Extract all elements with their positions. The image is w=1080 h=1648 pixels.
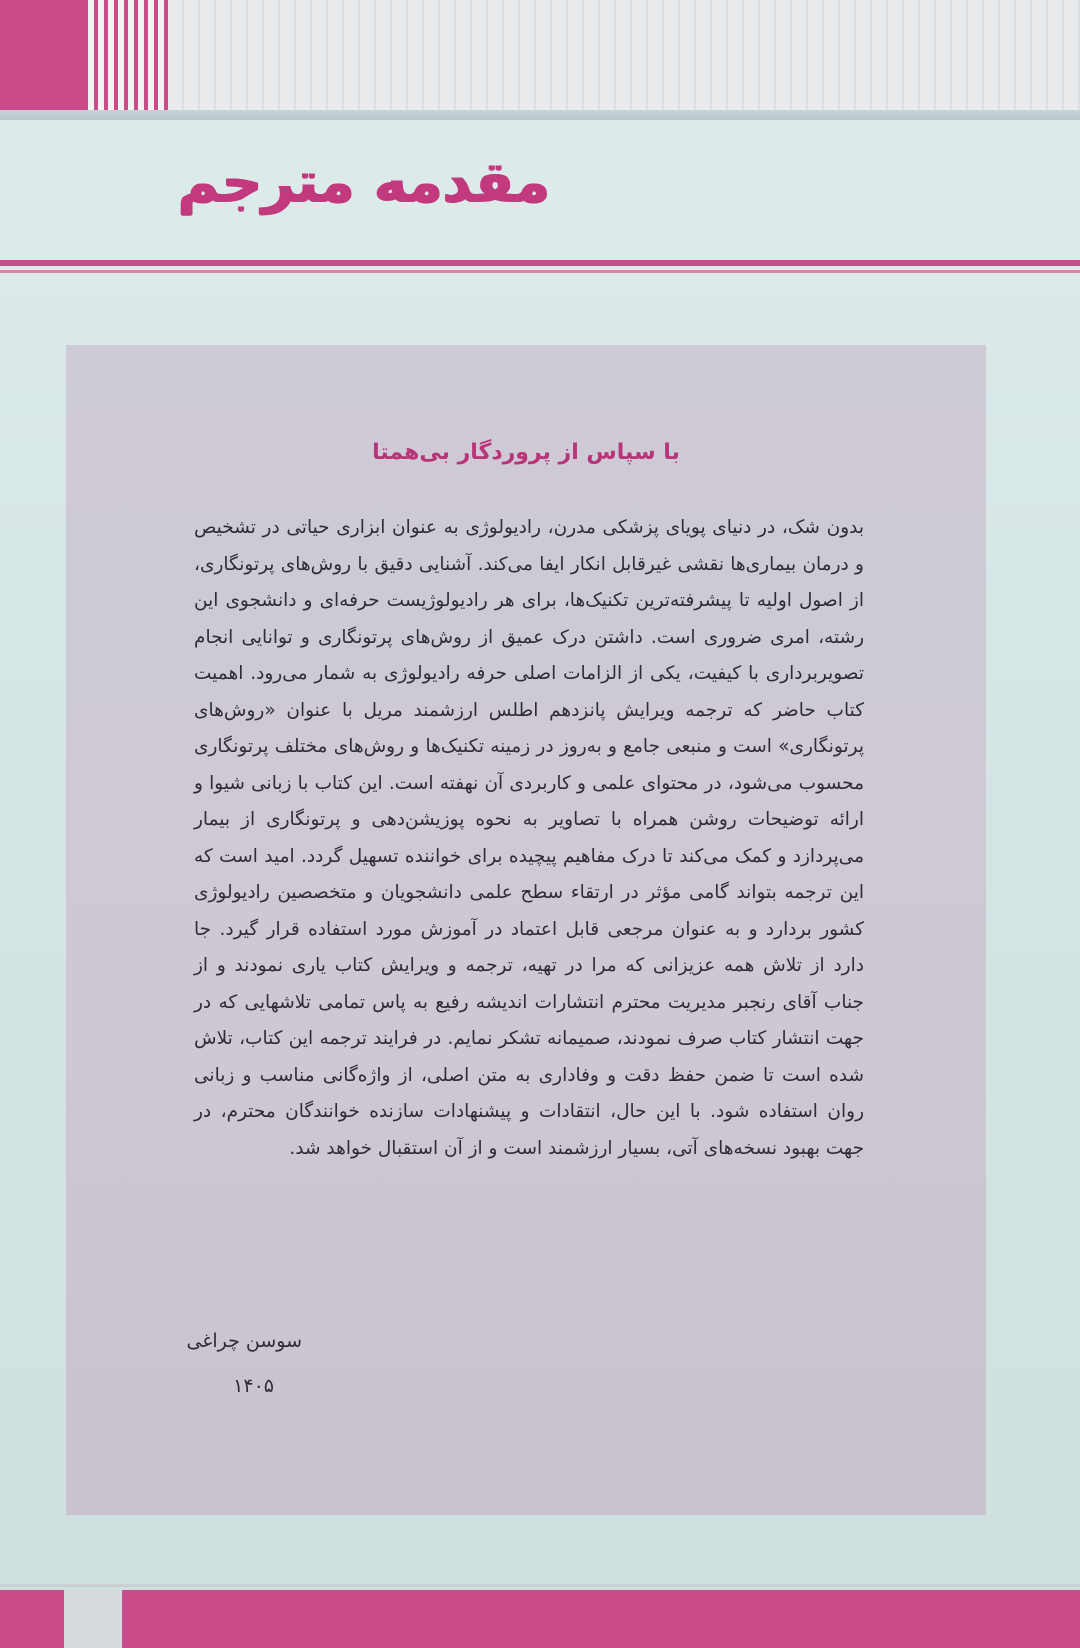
content-panel (66, 345, 986, 1515)
page-title: مقدمه مترجم (177, 150, 550, 215)
panel-heading: با سپاس از پروردگار بی‌همتا (372, 440, 680, 465)
footer-pink-band (122, 1590, 1080, 1648)
footer-rule (0, 1584, 1080, 1587)
top-pink-stripes (84, 0, 168, 112)
footer-pink-left-block (0, 1590, 64, 1648)
header-pink-thin-rule (0, 270, 1080, 273)
top-gray-stripes (168, 0, 1080, 112)
signature-year: ۱۴۰۵ (233, 1375, 274, 1397)
header-top-rule (0, 110, 1080, 120)
panel-body-text: بدون شک، در دنیای پویای پزشکی مدرن، رادیولوژی به عنوان ابزاری حیاتی در تشخیص و درمان بیماری‌ها نقشی غیرقابل انکار ایفا می‌کند. آشنایی دقیق با روش‌های پرتونگاری، از اصول اولیه تا پیشرفته‌ترین تکنیک‌ها، برای هر رادیولوژیست حرفه‌ای و دانشجوی این رشته، امری ضروری است. داشتن درک عمیق از روش‌های پرتونگاری و توانایی انجام تصویربرداری با کیفیت، یکی از الزامات اصلی حرفه رادیولوژی به شمار می‌رود. اهمیت کتاب حاضر که ترجمه ویرایش پانزدهم اطلس ارزشمند مریل با عنوان «روش‌های پرتونگاری» است و منبعی جامع و به‌روز در زمینه تکنیک‌ها و روش‌های مختلف پرتونگاری محسوب می‌شود، در محتوای علمی و کاربردی آن نهفته است. این کتاب با زبانی شیوا و ارائه توضیحات روشن همراه با تصاویر به نحوه پوزیشن‌دهی و پرتونگاری از بیمار می‌پردازد و کمک می‌کند تا درک مفاهیم پیچیده برای خواننده تسهیل گردد. امید است که این ترجمه بتواند گامی مؤثر در ارتقاء سطح علمی دانشجویان و متخصصین رادیولوژی کشور بردارد و به عنوان مرجعی قابل اعتماد در آموزش مورد استفاده قرار گیرد. جا دارد از تلاش همه عزیزانی که مرا در تهیه، ترجمه و ویرایش کتاب یاری نمودند و از جناب آقای رنجبر مدیریت محترم انتشارات اندیشه رفیع به پاس تمامی تلاشهایی که در جهت انتشار کتاب صرف نمودند، صمیمانه تشکر نمایم. در فرایند ترجمه این کتاب، تلاش شده است تا ضمن حفظ دقت و وفاداری به متن اصلی، از واژه‌گانی مناسب و زبانی روان استفاده شود. با این حال، انتقادات و پیشنهادات سازنده خوانندگان محترم، در جهت بهبود نسخه‌های آتی، بسیار ارزشمند است و از آن استقبال خواهد شد. (194, 517, 864, 1159)
top-pink-block (0, 0, 84, 112)
footer-gray-block (64, 1590, 122, 1648)
header-pink-rule (0, 260, 1080, 266)
signature-name: سوسن چراغی (186, 1330, 302, 1352)
